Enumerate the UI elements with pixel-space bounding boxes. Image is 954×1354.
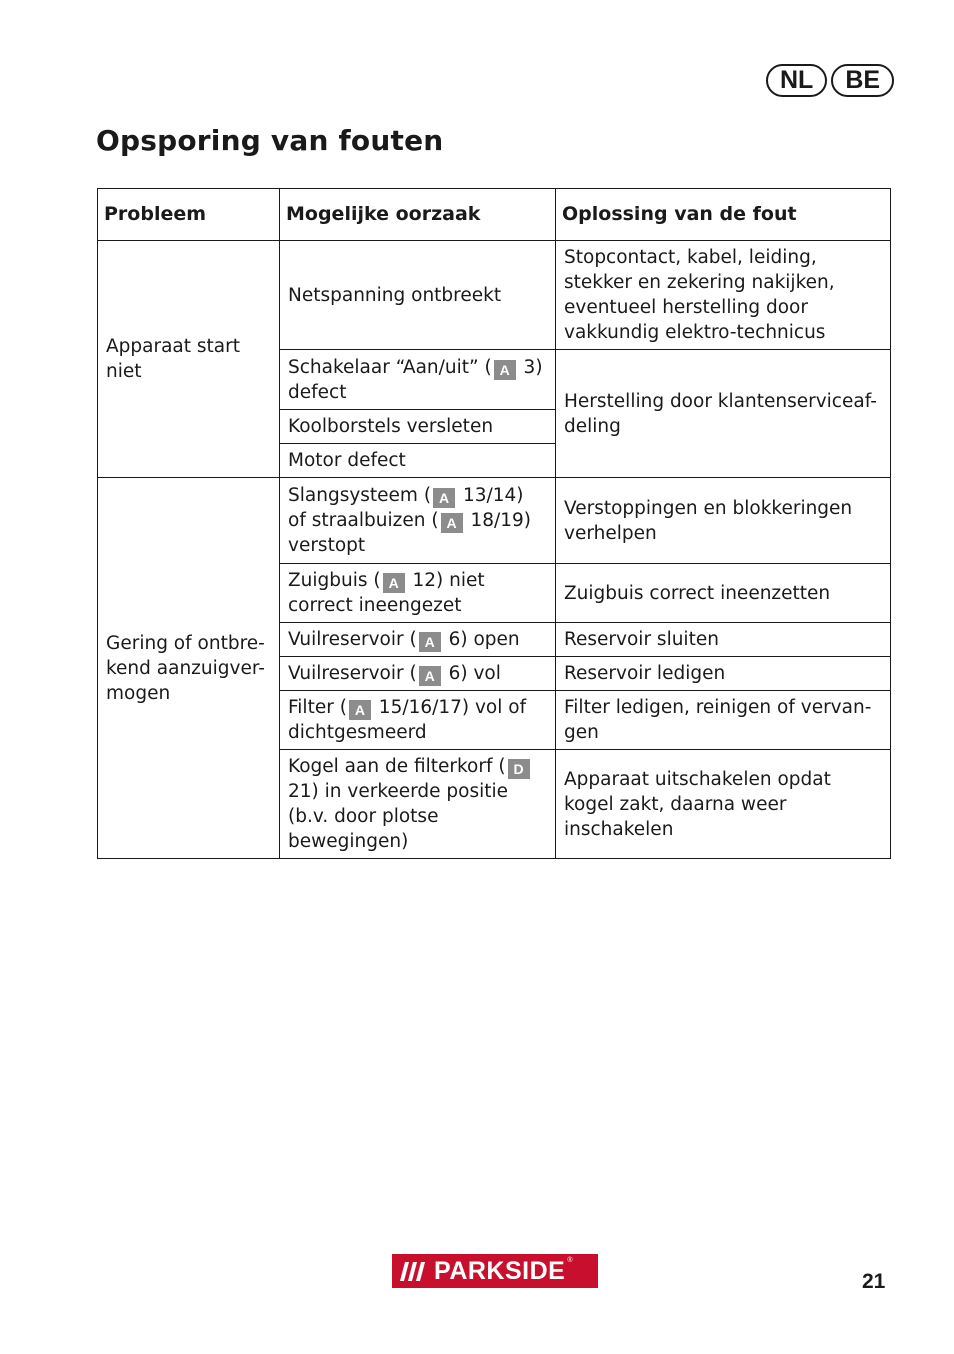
cause-text: 6) vol (442, 663, 501, 684)
solution-cell: Zuigbuis correct ineenzetten (556, 564, 891, 623)
solution-cell: Filter ledigen, reinigen of vervan-gen (556, 691, 891, 750)
table-header-row (98, 189, 891, 241)
figure-reference-badge: A (441, 513, 463, 533)
cause-cell (280, 564, 556, 623)
cause-text: Koolborstels versleten (288, 416, 494, 437)
table-row (98, 478, 891, 564)
cause-text: 15/16/17) vol of dichtgesmeerd (288, 697, 527, 743)
column-header-problem: Probleem (98, 189, 280, 241)
language-badge-be: BE (831, 64, 894, 97)
solution-cell: Stopcontact, kabel, leiding, stekker en zekering nakijken, eventueel herstelling door vakkundig elektro-technicus (556, 241, 891, 350)
table-body (98, 241, 891, 859)
cause-text: 21) in verkeerde positie (b.v. door plotse bewegingen) (288, 781, 509, 852)
cause-cell (280, 691, 556, 750)
page-number: 21 (862, 1270, 886, 1293)
cause-text: Slangsysteem ( (288, 485, 432, 506)
cause-text: Kogel aan de filterkorf ( (288, 756, 506, 777)
brand-name: PARKSIDE (434, 1256, 566, 1285)
problem-cell: Gering of ontbre-kend aanzuigver-mogen (98, 478, 280, 859)
solution-cell: Verstoppingen en blokkeringen verhelpen (556, 478, 891, 564)
cause-text: 18/19) verstopt (288, 510, 531, 556)
cause-text: Vuilreservoir ( (288, 629, 417, 650)
cause-cell (280, 241, 556, 350)
cause-text: 6) open (442, 629, 520, 650)
column-header-solution: Oplossing van de fout (556, 189, 891, 241)
cause-cell (280, 623, 556, 657)
language-badges (766, 64, 894, 97)
solution-cell: Reservoir sluiten (556, 623, 891, 657)
problem-cell: Apparaat start niet (98, 241, 280, 478)
troubleshooting-table (97, 188, 891, 859)
figure-reference-badge: A (494, 360, 516, 380)
cause-text: 13/14) of straalbuizen ( (288, 485, 524, 531)
cause-text: 12) niet correct ineengezet (288, 570, 485, 616)
logo-stripes-icon (392, 1254, 432, 1288)
parkside-logo (392, 1254, 598, 1288)
cause-text: 3) defect (288, 356, 543, 403)
cause-text: Zuigbuis ( (288, 570, 381, 591)
cause-cell (280, 478, 556, 564)
cause-text: Netspanning ontbreekt (288, 284, 502, 306)
brand-registered-mark: ® (567, 1257, 573, 1264)
table-row (98, 241, 891, 350)
page-title: Opsporing van fouten (96, 124, 444, 157)
cause-cell (280, 410, 556, 444)
cause-text: Motor defect (288, 450, 406, 471)
language-badge-nl: NL (766, 64, 827, 97)
cause-cell (280, 444, 556, 478)
column-header-cause: Mogelijke oorzaak (280, 189, 556, 241)
cause-text: Schakelaar “Aan/uit” ( (288, 356, 492, 378)
figure-reference-badge: A (433, 488, 455, 508)
figure-reference-badge: D (508, 759, 530, 779)
figure-reference-badge: A (383, 573, 405, 593)
cause-cell (280, 350, 556, 410)
figure-reference-badge: A (419, 632, 441, 652)
cause-cell (280, 657, 556, 691)
solution-cell: Apparaat uitschakelen opdat kogel zakt, daarna weer inschakelen (556, 750, 891, 859)
cause-text: Vuilreservoir ( (288, 663, 417, 684)
figure-reference-badge: A (349, 700, 371, 720)
cause-text: Filter ( (288, 697, 347, 718)
figure-reference-badge: A (419, 666, 441, 686)
solution-cell: Herstelling door klantenserviceaf-deling (556, 350, 891, 478)
solution-cell: Reservoir ledigen (556, 657, 891, 691)
cause-cell (280, 750, 556, 859)
